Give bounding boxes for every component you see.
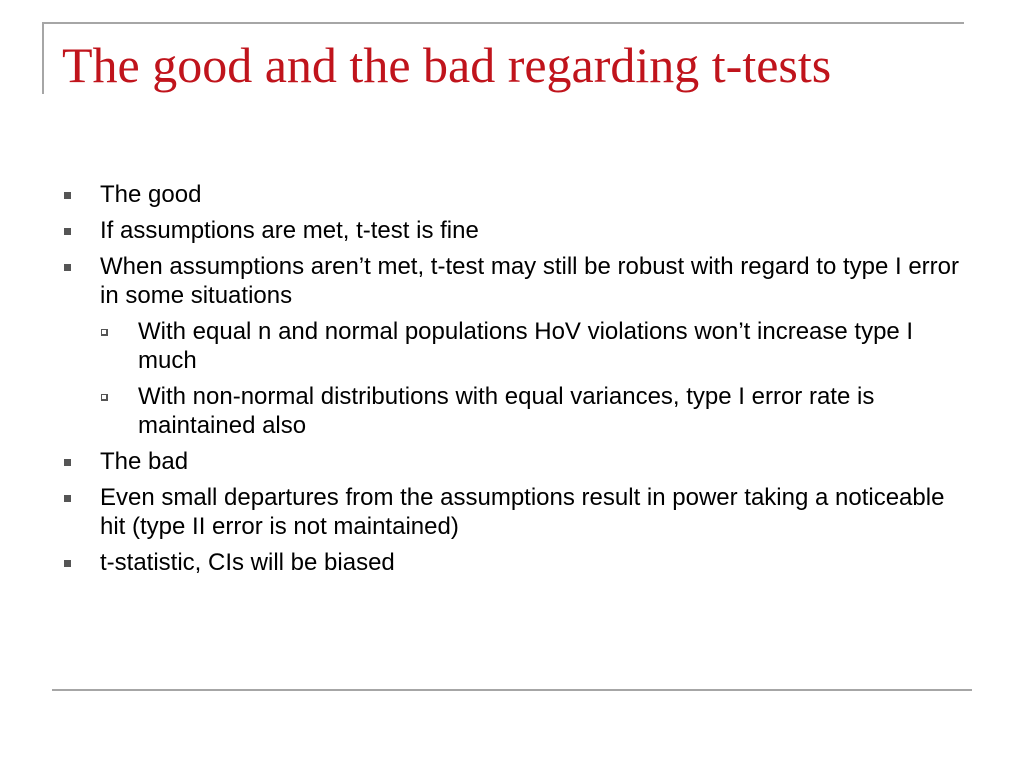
sub-bullet-text: With non-normal distributions with equal variances, type I error rate is maintained also — [138, 383, 875, 439]
square-bullet-icon — [64, 228, 71, 235]
bullet-text: t-statistic, CIs will be biased — [100, 549, 395, 576]
bullet-text: The bad — [100, 448, 189, 475]
bullet-item — [60, 483, 970, 541]
hollow-box-bullet-icon — [101, 329, 108, 336]
slide-title: The good and the bad regarding t-tests — [62, 37, 832, 93]
square-bullet-icon — [64, 264, 71, 271]
square-bullet-icon — [64, 560, 71, 567]
bullet-text: Even small departures from the assumptions result in power taking a noticeable hit (type II error is not maintained) — [100, 484, 945, 540]
bullet-text: When assumptions aren’t met, t-test may still be robust with regard to type I error in some situations — [100, 253, 960, 309]
bullet-text: The good — [100, 181, 202, 208]
bullet-item — [60, 216, 970, 245]
bottom-rule — [52, 689, 972, 691]
bullet-item — [60, 252, 970, 310]
bullet-item — [60, 180, 970, 209]
hollow-box-bullet-icon — [101, 394, 108, 401]
top-frame-rule — [42, 22, 964, 24]
left-frame-rule — [42, 22, 44, 94]
bullet-text: If assumptions are met, t-test is fine — [100, 217, 479, 244]
bullet-list — [60, 180, 970, 584]
square-bullet-icon — [64, 192, 71, 199]
sub-bullet-text: With equal n and normal populations HoV violations won’t increase type I much — [138, 318, 914, 374]
sub-bullet-item — [60, 382, 970, 440]
sub-bullet-item — [60, 317, 970, 375]
bullet-item — [60, 548, 970, 577]
square-bullet-icon — [64, 495, 71, 502]
bullet-item — [60, 447, 970, 476]
square-bullet-icon — [64, 459, 71, 466]
